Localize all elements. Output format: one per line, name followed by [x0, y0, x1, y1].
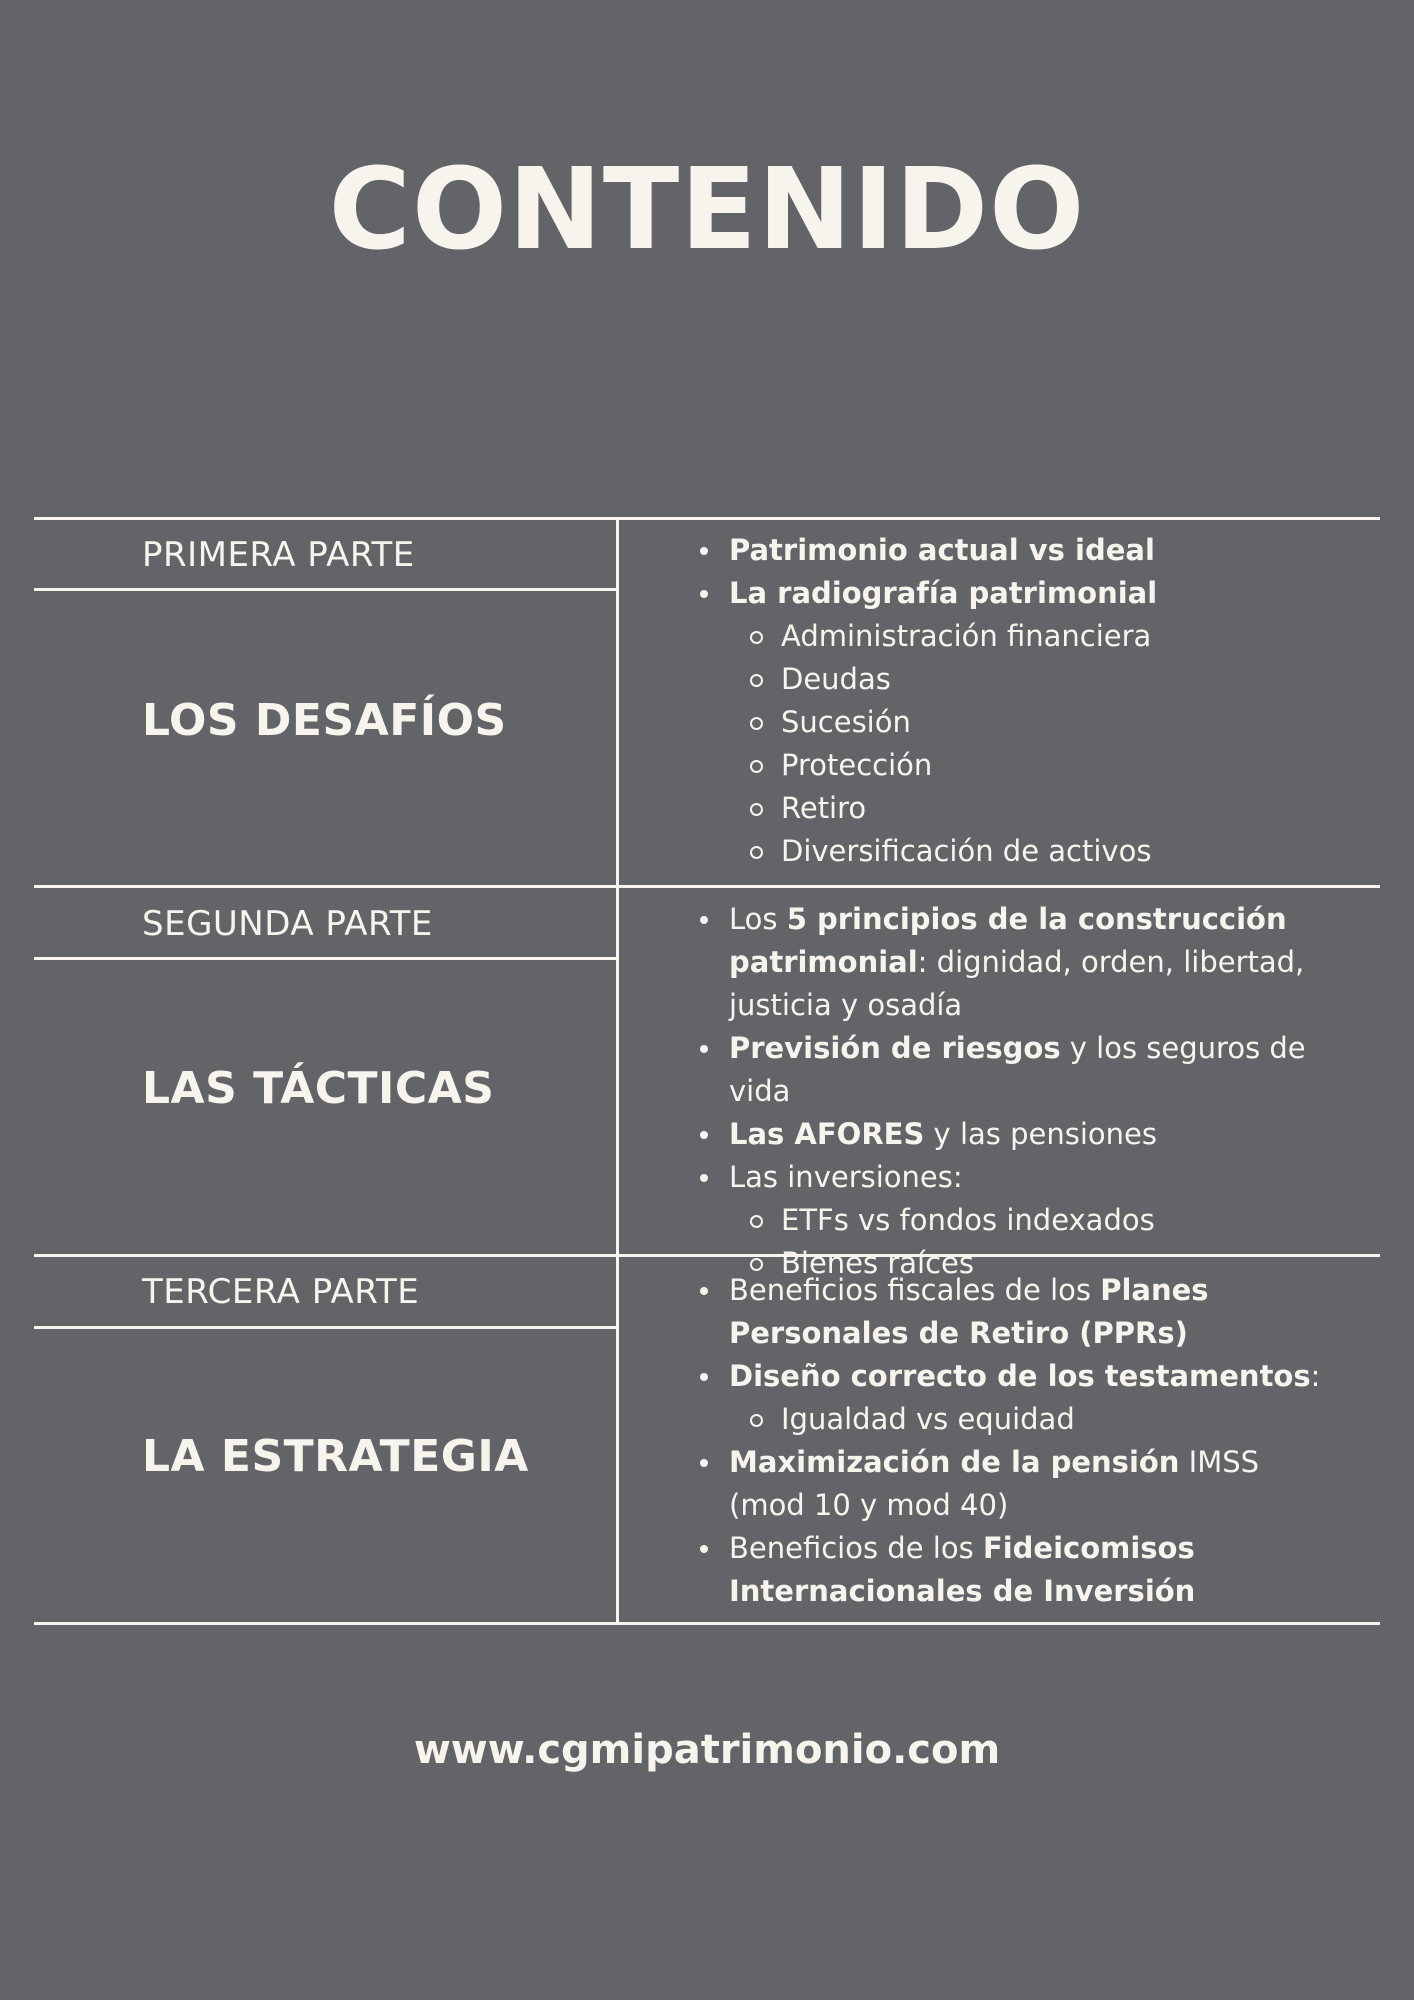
section-title-2: LAS TÁCTICAS	[142, 1063, 495, 1114]
list-item: Patrimonio actual vs ideal	[700, 529, 1340, 572]
list-item: Las AFORES y las pensiones	[700, 1113, 1340, 1156]
section-title-1: LOS DESAFÍOS	[142, 695, 507, 746]
list-item: Diseño correcto de los testamentos:	[700, 1355, 1340, 1398]
table-divider-bottom	[34, 1622, 1380, 1625]
section-title-3: LA ESTRATEGIA	[142, 1431, 529, 1482]
table-divider-top	[34, 517, 1380, 520]
sub-list-item: Sucesión	[700, 701, 1340, 744]
list-item: Maximización de la pensión IMSS (mod 10 y mod 40)	[700, 1441, 1340, 1527]
list-item: Los 5 principios de la construcción patrimonial: dignidad, orden, libertad, justicia y osadía	[700, 898, 1340, 1027]
sub-list-item: Retiro	[700, 787, 1340, 830]
part-label-2: SEGUNDA PARTE	[142, 904, 433, 944]
section-content-3	[700, 1269, 1340, 1613]
part-divider-1	[34, 588, 619, 591]
table-divider-1	[34, 885, 1380, 888]
sub-list-item: ETFs vs fondos indexados	[700, 1199, 1340, 1242]
list-item: Beneficios fiscales de los Planes Personales de Retiro (PPRs)	[700, 1269, 1340, 1355]
sub-list-item: Bienes raíces	[700, 1242, 1340, 1285]
sub-list-item: Diversificación de activos	[700, 830, 1340, 873]
list-item: Beneficios de los Fideicomisos Internacionales de Inversión	[700, 1527, 1340, 1613]
table-column-divider	[616, 517, 619, 1625]
list-item: Previsión de riesgos y los seguros de vida	[700, 1027, 1340, 1113]
section-content-2	[700, 898, 1340, 1285]
part-label-3: TERCERA PARTE	[142, 1272, 420, 1312]
sub-list-item: Igualdad vs equidad	[700, 1398, 1340, 1441]
part-label-1: PRIMERA PARTE	[142, 535, 415, 575]
bullet-list	[700, 898, 1340, 1285]
part-divider-3	[34, 1326, 619, 1329]
footer-url[interactable]: www.cgmipatrimonio.com	[413, 1727, 1001, 1773]
sub-list-item: Deudas	[700, 658, 1340, 701]
section-content-1	[700, 529, 1340, 873]
part-divider-2	[34, 957, 619, 960]
sub-list-item: Protección	[700, 744, 1340, 787]
sub-list-item: Administración financiera	[700, 615, 1340, 658]
list-item: La radiografía patrimonial	[700, 572, 1340, 615]
page-title: CONTENIDO	[328, 145, 1086, 275]
bullet-list	[700, 529, 1340, 873]
bullet-list	[700, 1269, 1340, 1613]
list-item: Las inversiones:	[700, 1156, 1340, 1199]
